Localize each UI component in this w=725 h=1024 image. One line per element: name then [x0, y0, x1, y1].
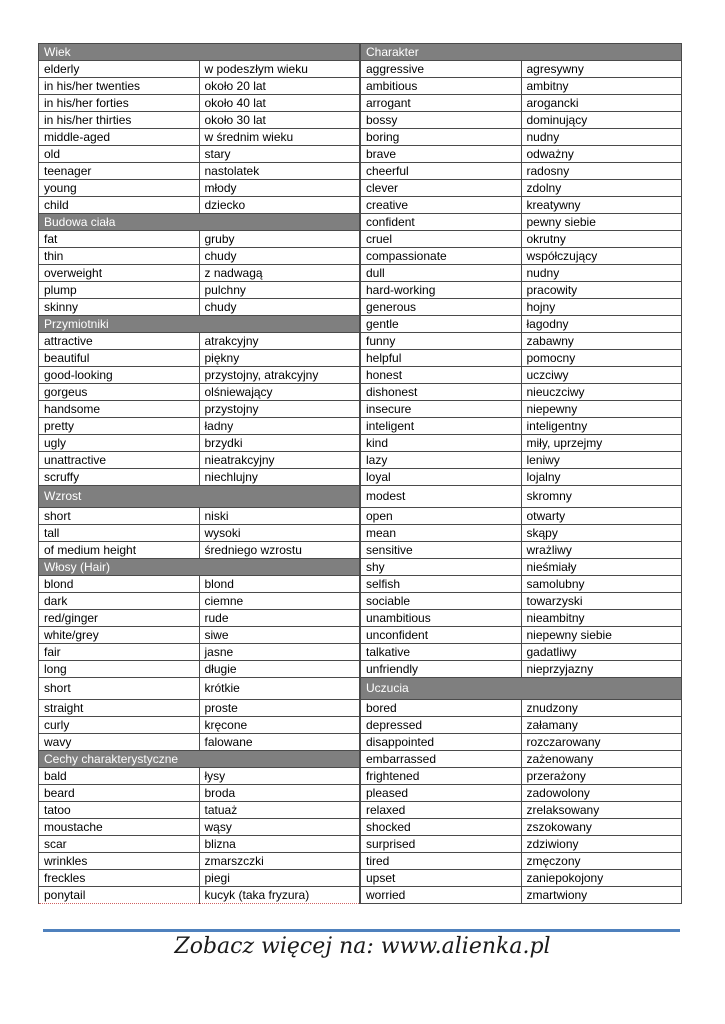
polish-translation: około 40 lat: [199, 95, 360, 112]
polish-translation: jasne: [199, 644, 360, 661]
polish-translation: przerażony: [521, 768, 682, 785]
english-word: tatoo: [39, 802, 200, 819]
polish-translation: gruby: [199, 231, 360, 248]
polish-translation: nastolatek: [199, 163, 360, 180]
vocabulary-row: [39, 282, 360, 299]
polish-translation: zmęczony: [521, 853, 682, 870]
polish-translation: znudzony: [521, 700, 682, 717]
polish-translation: falowane: [199, 734, 360, 751]
polish-translation: broda: [199, 785, 360, 802]
section-header-row: [361, 678, 682, 700]
polish-translation: uczciwy: [521, 367, 682, 384]
english-word: unconfident: [361, 627, 522, 644]
vocabulary-row: [39, 700, 360, 717]
polish-translation: nieatrakcyjny: [199, 452, 360, 469]
polish-translation: krótkie: [199, 678, 360, 700]
english-word: creative: [361, 197, 522, 214]
polish-translation: rude: [199, 610, 360, 627]
polish-translation: agresywny: [521, 61, 682, 78]
english-word: blond: [39, 576, 200, 593]
english-word: curly: [39, 717, 200, 734]
english-word: hard-working: [361, 282, 522, 299]
vocabulary-row: [361, 627, 682, 644]
polish-translation: zmartwiony: [521, 887, 682, 904]
english-word: pleased: [361, 785, 522, 802]
vocabulary-row: [361, 231, 682, 248]
vocabulary-row: [39, 678, 360, 700]
vocabulary-row: [361, 819, 682, 836]
vocabulary-row: [361, 802, 682, 819]
english-word: in his/her forties: [39, 95, 200, 112]
english-word: attractive: [39, 333, 200, 350]
vocabulary-row: [39, 610, 360, 627]
vocabulary-row: [361, 248, 682, 265]
vocabulary-row: [39, 299, 360, 316]
english-word: in his/her thirties: [39, 112, 200, 129]
english-word: generous: [361, 299, 522, 316]
polish-translation: dominujący: [521, 112, 682, 129]
vocabulary-row: [361, 508, 682, 525]
polish-translation: zrelaksowany: [521, 802, 682, 819]
english-word: good-looking: [39, 367, 200, 384]
english-word: loyal: [361, 469, 522, 486]
section-header: Włosy (Hair): [39, 559, 360, 576]
polish-translation: otwarty: [521, 508, 682, 525]
vocabulary-row: [39, 887, 360, 904]
polish-translation: wysoki: [199, 525, 360, 542]
english-word: in his/her twenties: [39, 78, 200, 95]
vocabulary-row: [361, 384, 682, 401]
vocabulary-row: [361, 559, 682, 576]
polish-translation: proste: [199, 700, 360, 717]
vocabulary-row: [361, 180, 682, 197]
vocabulary-row: [39, 576, 360, 593]
vocabulary-table-right: [360, 43, 682, 904]
polish-translation: zaniepokojony: [521, 870, 682, 887]
vocabulary-row: [39, 231, 360, 248]
vocabulary-row: [361, 197, 682, 214]
polish-translation: pulchny: [199, 282, 360, 299]
english-word: aggressive: [361, 61, 522, 78]
vocabulary-row: [361, 452, 682, 469]
vocabulary-row: [39, 870, 360, 887]
english-word: embarrassed: [361, 751, 522, 768]
english-word: depressed: [361, 717, 522, 734]
english-word: honest: [361, 367, 522, 384]
english-word: compassionate: [361, 248, 522, 265]
section-header: Uczucia: [361, 678, 682, 700]
english-word: open: [361, 508, 522, 525]
english-word: unambitious: [361, 610, 522, 627]
section-header-row: [39, 316, 360, 333]
vocabulary-row: [39, 734, 360, 751]
polish-translation: arogancki: [521, 95, 682, 112]
section-header: Wiek: [39, 44, 360, 61]
english-word: straight: [39, 700, 200, 717]
vocabulary-row: [361, 265, 682, 282]
polish-translation: rozczarowany: [521, 734, 682, 751]
english-word: middle-aged: [39, 129, 200, 146]
english-word: skinny: [39, 299, 200, 316]
polish-translation: atrakcyjny: [199, 333, 360, 350]
vocabulary-row: [361, 112, 682, 129]
polish-translation: nieśmiały: [521, 559, 682, 576]
polish-translation: gadatliwy: [521, 644, 682, 661]
polish-translation: współczujący: [521, 248, 682, 265]
english-word: teenager: [39, 163, 200, 180]
polish-translation: olśniewający: [199, 384, 360, 401]
vocabulary-row: [39, 717, 360, 734]
english-word: sociable: [361, 593, 522, 610]
polish-translation: zszokowany: [521, 819, 682, 836]
polish-translation: nudny: [521, 129, 682, 146]
polish-translation: piegi: [199, 870, 360, 887]
polish-translation: leniwy: [521, 452, 682, 469]
vocabulary-row: [39, 401, 360, 418]
polish-translation: hojny: [521, 299, 682, 316]
polish-translation: nieambitny: [521, 610, 682, 627]
right-table-body: [361, 44, 682, 904]
vocabulary-row: [361, 333, 682, 350]
english-word: frightened: [361, 768, 522, 785]
english-word: wrinkles: [39, 853, 200, 870]
polish-translation: inteligentny: [521, 418, 682, 435]
section-header-row: [39, 44, 360, 61]
english-word: helpful: [361, 350, 522, 367]
english-word: overweight: [39, 265, 200, 282]
vocabulary-row: [361, 836, 682, 853]
english-word: unattractive: [39, 452, 200, 469]
vocabulary-row: [361, 785, 682, 802]
vocabulary-row: [39, 112, 360, 129]
vocabulary-row: [361, 593, 682, 610]
polish-translation: łagodny: [521, 316, 682, 333]
polish-translation: kucyk (taka fryzura): [199, 887, 360, 904]
vocabulary-row: [361, 61, 682, 78]
english-word: inteligent: [361, 418, 522, 435]
vocabulary-row: [39, 802, 360, 819]
polish-translation: około 20 lat: [199, 78, 360, 95]
polish-translation: chudy: [199, 299, 360, 316]
english-word: child: [39, 197, 200, 214]
polish-translation: pewny siebie: [521, 214, 682, 231]
english-word: modest: [361, 486, 522, 508]
english-word: scar: [39, 836, 200, 853]
english-word: shy: [361, 559, 522, 576]
english-word: red/ginger: [39, 610, 200, 627]
english-word: unfriendly: [361, 661, 522, 678]
vocabulary-row: [39, 452, 360, 469]
polish-translation: odważny: [521, 146, 682, 163]
vocabulary-row: [39, 367, 360, 384]
vocabulary-row: [361, 316, 682, 333]
english-word: upset: [361, 870, 522, 887]
section-header-row: [361, 44, 682, 61]
vocabulary-row: [361, 367, 682, 384]
section-header: Wzrost: [39, 486, 360, 508]
polish-translation: młody: [199, 180, 360, 197]
polish-translation: ciemne: [199, 593, 360, 610]
vocabulary-row: [39, 644, 360, 661]
polish-translation: zmarszczki: [199, 853, 360, 870]
vocabulary-row: [361, 350, 682, 367]
vocabulary-table-left: [38, 43, 360, 904]
polish-translation: wrażliwy: [521, 542, 682, 559]
polish-translation: dziecko: [199, 197, 360, 214]
english-word: bald: [39, 768, 200, 785]
english-word: old: [39, 146, 200, 163]
vocabulary-row: [361, 78, 682, 95]
vocabulary-row: [39, 542, 360, 559]
english-word: freckles: [39, 870, 200, 887]
polish-translation: blond: [199, 576, 360, 593]
vocabulary-row: [39, 384, 360, 401]
english-word: young: [39, 180, 200, 197]
polish-translation: ambitny: [521, 78, 682, 95]
vocabulary-row: [39, 593, 360, 610]
polish-translation: zażenowany: [521, 751, 682, 768]
english-word: boring: [361, 129, 522, 146]
vocabulary-row: [361, 751, 682, 768]
vocabulary-row: [39, 197, 360, 214]
vocabulary-row: [39, 661, 360, 678]
polish-translation: zdziwiony: [521, 836, 682, 853]
vocabulary-row: [39, 333, 360, 350]
vocabulary-row: [39, 95, 360, 112]
polish-translation: towarzyski: [521, 593, 682, 610]
polish-translation: skąpy: [521, 525, 682, 542]
vocabulary-row: [39, 627, 360, 644]
vocabulary-row: [361, 870, 682, 887]
vocabulary-row: [39, 853, 360, 870]
english-word: bossy: [361, 112, 522, 129]
english-word: mean: [361, 525, 522, 542]
section-header-row: [39, 559, 360, 576]
polish-translation: w podeszłym wieku: [199, 61, 360, 78]
english-word: worried: [361, 887, 522, 904]
vocabulary-row: [39, 435, 360, 452]
english-word: cheerful: [361, 163, 522, 180]
vocabulary-row: [361, 163, 682, 180]
polish-translation: przystojny, atrakcyjny: [199, 367, 360, 384]
polish-translation: skromny: [521, 486, 682, 508]
english-word: thin: [39, 248, 200, 265]
english-word: long: [39, 661, 200, 678]
english-word: moustache: [39, 819, 200, 836]
polish-translation: długie: [199, 661, 360, 678]
english-word: elderly: [39, 61, 200, 78]
english-word: lazy: [361, 452, 522, 469]
english-word: beautiful: [39, 350, 200, 367]
vocabulary-row: [39, 525, 360, 542]
english-word: ugly: [39, 435, 200, 452]
english-word: pretty: [39, 418, 200, 435]
polish-translation: niepewny siebie: [521, 627, 682, 644]
vocabulary-row: [361, 401, 682, 418]
polish-translation: pomocny: [521, 350, 682, 367]
section-header-row: [39, 486, 360, 508]
polish-translation: niepewny: [521, 401, 682, 418]
polish-translation: zadowolony: [521, 785, 682, 802]
vocabulary-row: [361, 282, 682, 299]
polish-translation: samolubny: [521, 576, 682, 593]
polish-translation: średniego wzrostu: [199, 542, 360, 559]
english-word: short: [39, 508, 200, 525]
polish-translation: piękny: [199, 350, 360, 367]
polish-translation: brzydki: [199, 435, 360, 452]
vocabulary-row: [361, 610, 682, 627]
vocabulary-row: [361, 700, 682, 717]
polish-translation: nieuczciwy: [521, 384, 682, 401]
polish-translation: nudny: [521, 265, 682, 282]
vocabulary-row: [361, 887, 682, 904]
english-word: ponytail: [39, 887, 200, 904]
left-table-body: [39, 44, 360, 904]
vocabulary-row: [39, 78, 360, 95]
polish-translation: łysy: [199, 768, 360, 785]
vocabulary-row: [39, 785, 360, 802]
vocabulary-row: [361, 146, 682, 163]
vocabulary-row: [39, 248, 360, 265]
vocabulary-row: [39, 819, 360, 836]
polish-translation: tatuaż: [199, 802, 360, 819]
english-word: of medium height: [39, 542, 200, 559]
section-header: Budowa ciała: [39, 214, 360, 231]
vocabulary-row: [361, 95, 682, 112]
vocabulary-row: [39, 129, 360, 146]
polish-translation: siwe: [199, 627, 360, 644]
english-word: plump: [39, 282, 200, 299]
english-word: fair: [39, 644, 200, 661]
vocabulary-row: [39, 146, 360, 163]
polish-translation: zdolny: [521, 180, 682, 197]
vocabulary-row: [39, 163, 360, 180]
polish-translation: w średnim wieku: [199, 129, 360, 146]
vocabulary-row: [361, 486, 682, 508]
english-word: funny: [361, 333, 522, 350]
vocabulary-row: [361, 661, 682, 678]
english-word: fat: [39, 231, 200, 248]
vocabulary-row: [361, 214, 682, 231]
vocabulary-row: [361, 129, 682, 146]
vocabulary-row: [361, 853, 682, 870]
english-word: dishonest: [361, 384, 522, 401]
vocabulary-row: [361, 435, 682, 452]
vocabulary-row: [39, 768, 360, 785]
english-word: shocked: [361, 819, 522, 836]
english-word: beard: [39, 785, 200, 802]
english-word: cruel: [361, 231, 522, 248]
vocabulary-row: [361, 542, 682, 559]
english-word: white/grey: [39, 627, 200, 644]
polish-translation: załamany: [521, 717, 682, 734]
english-word: kind: [361, 435, 522, 452]
polish-translation: okrutny: [521, 231, 682, 248]
polish-translation: stary: [199, 146, 360, 163]
english-word: confident: [361, 214, 522, 231]
english-word: gorgeus: [39, 384, 200, 401]
polish-translation: pracowity: [521, 282, 682, 299]
polish-translation: kreatywny: [521, 197, 682, 214]
vocabulary-row: [361, 734, 682, 751]
section-header-row: [39, 214, 360, 231]
polish-translation: lojalny: [521, 469, 682, 486]
vocabulary-row: [361, 768, 682, 785]
section-header-row: [39, 751, 360, 768]
english-word: arrogant: [361, 95, 522, 112]
vocabulary-row: [39, 508, 360, 525]
english-word: selfish: [361, 576, 522, 593]
polish-translation: przystojny: [199, 401, 360, 418]
english-word: bored: [361, 700, 522, 717]
vocabulary-row: [39, 180, 360, 197]
english-word: dull: [361, 265, 522, 282]
vocabulary-row: [39, 265, 360, 282]
polish-translation: niechlujny: [199, 469, 360, 486]
section-header: Cechy charakterystyczne: [39, 751, 360, 768]
english-word: short: [39, 678, 200, 700]
polish-translation: miły, uprzejmy: [521, 435, 682, 452]
vocabulary-row: [39, 350, 360, 367]
english-word: tall: [39, 525, 200, 542]
vocabulary-row: [361, 418, 682, 435]
polish-translation: około 30 lat: [199, 112, 360, 129]
footer-divider: [43, 929, 680, 932]
english-word: brave: [361, 146, 522, 163]
english-word: dark: [39, 593, 200, 610]
vocabulary-row: [361, 299, 682, 316]
section-header: Przymiotniki: [39, 316, 360, 333]
polish-translation: zabawny: [521, 333, 682, 350]
polish-translation: niski: [199, 508, 360, 525]
english-word: handsome: [39, 401, 200, 418]
english-word: ambitious: [361, 78, 522, 95]
english-word: relaxed: [361, 802, 522, 819]
polish-translation: kręcone: [199, 717, 360, 734]
english-word: tired: [361, 853, 522, 870]
footer-link-text[interactable]: Zobacz więcej na: www.alienka.pl: [174, 934, 551, 959]
english-word: talkative: [361, 644, 522, 661]
polish-translation: nieprzyjazny: [521, 661, 682, 678]
vocabulary-row: [361, 576, 682, 593]
vocabulary-row: [39, 836, 360, 853]
section-header: Charakter: [361, 44, 682, 61]
polish-translation: blizna: [199, 836, 360, 853]
polish-translation: ładny: [199, 418, 360, 435]
english-word: clever: [361, 180, 522, 197]
english-word: wavy: [39, 734, 200, 751]
vocabulary-row: [39, 469, 360, 486]
english-word: disappointed: [361, 734, 522, 751]
polish-translation: radosny: [521, 163, 682, 180]
vocabulary-row: [361, 525, 682, 542]
vocabulary-row: [361, 717, 682, 734]
english-word: scruffy: [39, 469, 200, 486]
vocabulary-row: [361, 469, 682, 486]
english-word: insecure: [361, 401, 522, 418]
english-word: surprised: [361, 836, 522, 853]
polish-translation: z nadwagą: [199, 265, 360, 282]
vocabulary-row: [361, 644, 682, 661]
vocabulary-row: [39, 61, 360, 78]
english-word: sensitive: [361, 542, 522, 559]
polish-translation: chudy: [199, 248, 360, 265]
english-word: gentle: [361, 316, 522, 333]
vocabulary-row: [39, 418, 360, 435]
polish-translation: wąsy: [199, 819, 360, 836]
